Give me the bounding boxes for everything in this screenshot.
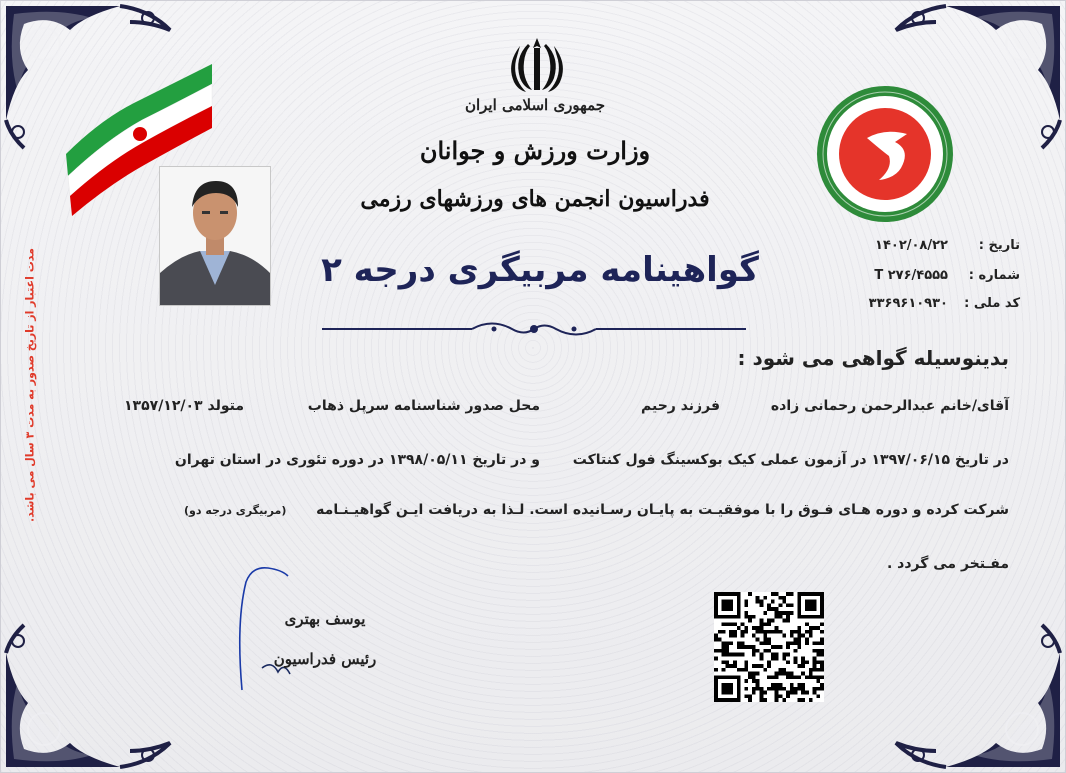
practical-exam-text: در تاریخ ۱۳۹۷/۰۶/۱۵ در آزمون عملی کیک بوکسینگ فول کنتاکت: [572, 452, 1009, 468]
ministry-heading: وزارت ورزش و جوانان: [419, 136, 651, 165]
validity-note-text: مدت اعتبار از تاریخ صدور به مدت ۳ سال می باشد.: [23, 248, 37, 522]
completion-text: شرکت کرده و دوره هـای فـوق را با موفقیـت به پایـان رسـانیده است. لـذا به دریافت ایـن گواهیـنـامه: [316, 502, 1009, 518]
qr-code-icon: [714, 592, 824, 702]
signatory-name: یوسف بهتری: [284, 610, 366, 628]
corner-ornament-bottom-right: [876, 623, 1066, 773]
meta-number-value: T ۲۷۶/۴۵۵۵: [874, 268, 948, 283]
validity-note: [18, 235, 42, 535]
meta-date-label: تاریخ :: [978, 238, 1020, 253]
federation-heading: فدراسیون انجمن های ورزشهای رزمی: [360, 186, 710, 212]
meta-date-row: [860, 238, 1020, 256]
holder-birth: متولد ۱۳۵۷/۱۲/۰۳: [124, 398, 244, 414]
holder-photo: [160, 167, 270, 305]
federation-logo-icon: [815, 84, 955, 224]
meta-number-row: [860, 268, 1020, 286]
holder-issue-place: محل صدور شناسنامه سرپل ذهاب: [307, 398, 540, 414]
holder-name: آقای/خانم عبدالرحمن رحمانی زاده: [770, 398, 1009, 414]
closing-text: مفـتخر می گردد .: [886, 556, 1009, 572]
certificate-title: گواهینامه مربیگری درجه ۲: [321, 250, 759, 290]
iran-emblem-icon: [508, 34, 566, 94]
signature-mark: [232, 562, 372, 702]
holder-father: فرزند رحیم: [641, 398, 720, 414]
corner-ornament-bottom-left: [0, 623, 190, 773]
title-divider: [322, 316, 746, 342]
meta-national-id-value: ۳۳۶۹۶۱۰۹۳۰: [868, 296, 948, 311]
meta-date-value: ۱۴۰۲/۰۸/۲۲: [875, 238, 948, 253]
meta-national-id-row: [850, 296, 1020, 314]
meta-national-id-label: کد ملی :: [964, 296, 1020, 311]
theory-course-text: و در تاریخ ۱۳۹۸/۰۵/۱۱ در دوره تئوری در استان تهران: [174, 452, 540, 468]
signatory-title: رئیس فدراسیون: [273, 650, 377, 668]
certificate-grade-text: (مربیگری درجه دو): [184, 504, 287, 517]
body-heading: بدینوسیله گواهی می شود :: [737, 346, 1009, 370]
republic-heading: جمهوری اسلامی ایران: [464, 96, 606, 114]
meta-number-label: شماره :: [968, 268, 1020, 283]
